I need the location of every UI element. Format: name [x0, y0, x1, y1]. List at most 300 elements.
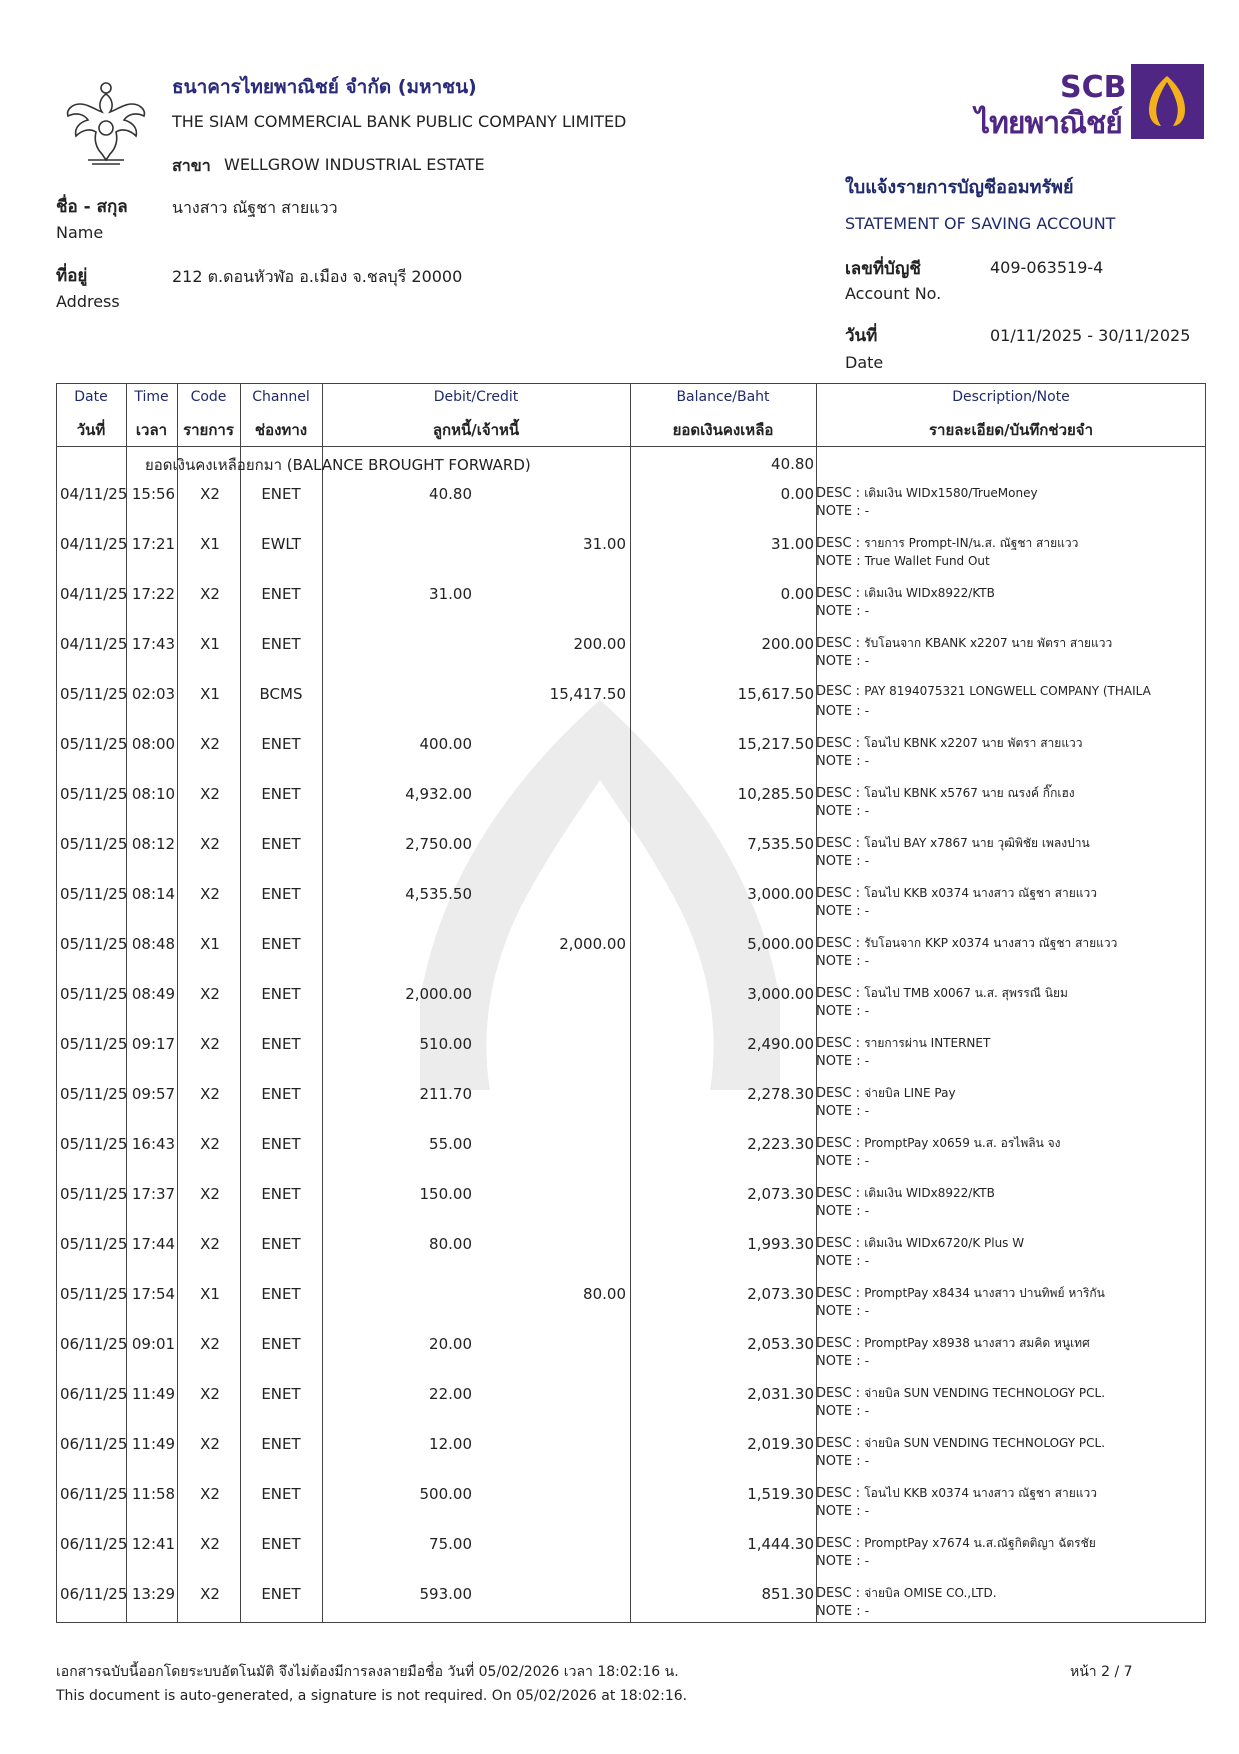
- note-text: -: [864, 804, 870, 818]
- desc-prefix: DESC :: [816, 986, 865, 1001]
- txn-time: 08:10: [131, 785, 176, 803]
- txn-time: 17:21: [131, 535, 176, 553]
- txn-balance: 2,223.30: [747, 1135, 814, 1153]
- balance-forward-label: ยอดเงินคงเหลือยกมา (BALANCE BROUGHT FORWARD): [145, 456, 531, 474]
- note-text: -: [864, 754, 870, 768]
- note-text: -: [864, 1004, 870, 1018]
- desc-prefix: DESC :: [816, 1286, 865, 1301]
- note-text: -: [864, 604, 870, 618]
- note-prefix: NOTE :: [816, 1604, 865, 1619]
- desc-text: PAY 8194075321 LONGWELL COMPANY (THAILA: [864, 684, 1151, 698]
- txn-debit: 211.70: [419, 1085, 472, 1103]
- desc-prefix: DESC :: [816, 1236, 865, 1251]
- txn-debit: 55.00: [429, 1135, 472, 1153]
- txn-balance: 1,993.30: [747, 1235, 814, 1253]
- account-label-en: Account No.: [845, 284, 942, 303]
- txn-debit: 400.00: [419, 735, 472, 753]
- txn-date: 06/11/25: [60, 1485, 128, 1503]
- txn-date: 05/11/25: [60, 985, 128, 1003]
- note-text: -: [864, 904, 870, 918]
- txn-time: 09:01: [131, 1335, 176, 1353]
- desc-prefix: DESC :: [816, 1486, 865, 1501]
- txn-channel: ENET: [261, 1435, 301, 1453]
- txn-channel: ENET: [261, 735, 301, 753]
- statement-title-th: ใบแจ้งรายการบัญชีออมทรัพย์: [845, 177, 1074, 198]
- txn-time: 17:44: [131, 1235, 176, 1253]
- txn-date: 05/11/25: [60, 1235, 128, 1253]
- txn-note: [816, 754, 1204, 769]
- txn-debit: 12.00: [429, 1435, 472, 1453]
- txn-debit: 4,932.00: [405, 785, 472, 803]
- note-prefix: NOTE :: [816, 1354, 865, 1369]
- txn-code: X2: [200, 835, 220, 853]
- txn-description: [816, 734, 1204, 753]
- desc-prefix: DESC :: [816, 786, 865, 801]
- txn-description: [816, 1034, 1204, 1053]
- txn-code: X2: [200, 1535, 220, 1553]
- desc-prefix: DESC :: [816, 1036, 865, 1051]
- desc-prefix: DESC :: [816, 486, 865, 501]
- txn-note: [816, 654, 1204, 669]
- note-prefix: NOTE :: [816, 1104, 865, 1119]
- address-label-en: Address: [56, 292, 120, 311]
- txn-balance: 15,617.50: [737, 685, 814, 703]
- txn-channel: ENET: [261, 1485, 301, 1503]
- txn-credit: 31.00: [583, 535, 626, 553]
- desc-prefix: DESC :: [816, 1336, 865, 1351]
- txn-balance: 3,000.00: [747, 885, 814, 903]
- note-text: -: [864, 504, 870, 518]
- txn-debit: 20.00: [429, 1335, 472, 1353]
- account-number: 409-063519-4: [990, 258, 1104, 277]
- note-prefix: NOTE :: [816, 1404, 865, 1419]
- txn-code: X1: [200, 935, 220, 953]
- branch-label: สาขา: [172, 156, 211, 175]
- note-prefix: NOTE :: [816, 1554, 865, 1569]
- txn-balance: 2,073.30: [747, 1285, 814, 1303]
- customer-address: 212 ต.ดอนหัวฬ่อ อ.เมือง จ.ชลบุรี 20000: [172, 267, 463, 286]
- txn-time: 16:43: [131, 1135, 176, 1153]
- desc-text: PromptPay x8434 นางสาว ปานทิพย์ หาริกัน: [864, 1286, 1105, 1300]
- txn-date: 06/11/25: [60, 1385, 128, 1403]
- txn-channel: ENET: [261, 1035, 301, 1053]
- txn-channel: ENET: [261, 785, 301, 803]
- date-label-en: Date: [845, 353, 884, 372]
- note-prefix: NOTE :: [816, 504, 865, 519]
- txn-description: [816, 1284, 1204, 1303]
- txn-note: [816, 1204, 1204, 1219]
- txn-description: [816, 534, 1204, 553]
- txn-debit: 4,535.50: [405, 885, 472, 903]
- txn-balance: 0.00: [780, 585, 814, 603]
- txn-time: 08:48: [131, 935, 176, 953]
- desc-prefix: DESC :: [816, 836, 865, 851]
- txn-balance: 200.00: [761, 635, 814, 653]
- col-code-en: Code: [190, 389, 227, 405]
- txn-date: 05/11/25: [60, 835, 128, 853]
- txn-code: X2: [200, 1085, 220, 1103]
- txn-time: 09:17: [131, 1035, 176, 1053]
- desc-prefix: DESC :: [816, 936, 865, 951]
- txn-note: [816, 804, 1204, 819]
- txn-description: [816, 1334, 1204, 1353]
- desc-prefix: DESC :: [816, 736, 865, 751]
- desc-text: เติมเงิน WIDx6720/K Plus W: [864, 1236, 1025, 1250]
- txn-balance: 2,031.30: [747, 1385, 814, 1403]
- txn-time: 11:49: [131, 1385, 176, 1403]
- txn-code: X2: [200, 1135, 220, 1153]
- txn-balance: 2,019.30: [747, 1435, 814, 1453]
- bank-name-en: THE SIAM COMMERCIAL BANK PUBLIC COMPANY LIMITED: [172, 112, 627, 131]
- txn-date: 06/11/25: [60, 1535, 128, 1553]
- txn-description: [816, 984, 1204, 1003]
- txn-code: X2: [200, 1485, 220, 1503]
- txn-balance: 2,278.30: [747, 1085, 814, 1103]
- txn-date: 06/11/25: [60, 1585, 128, 1603]
- statement-period: 01/11/2025 - 30/11/2025: [990, 326, 1191, 345]
- txn-debit: 80.00: [429, 1235, 472, 1253]
- txn-code: X2: [200, 1235, 220, 1253]
- desc-text: จ่ายบิล SUN VENDING TECHNOLOGY PCL.: [864, 1436, 1106, 1450]
- txn-date: 05/11/25: [60, 1135, 128, 1153]
- desc-text: รับโอนจาก KKP x0374 นางสาว ณัฐชา สายแวว: [864, 936, 1118, 950]
- txn-description: [816, 1234, 1204, 1253]
- txn-note: [816, 504, 1204, 519]
- col-debit-credit-th: ลูกหนี้/เจ้าหนี้: [432, 421, 520, 439]
- txn-time: 08:00: [131, 735, 176, 753]
- txn-debit: 22.00: [429, 1385, 472, 1403]
- date-label-th: วันที่: [845, 326, 878, 346]
- txn-channel: ENET: [261, 1585, 301, 1603]
- txn-balance: 2,053.30: [747, 1335, 814, 1353]
- desc-text: รายการ Prompt-IN/น.ส. ณัฐชา สายแวว: [864, 536, 1079, 550]
- note-text: -: [864, 1304, 870, 1318]
- txn-note: [816, 904, 1204, 919]
- txn-description: [816, 1484, 1204, 1503]
- note-text: -: [864, 1254, 870, 1268]
- desc-prefix: DESC :: [816, 886, 865, 901]
- logo-text-en: SCB: [1060, 70, 1127, 105]
- name-label-th: ชื่อ - สกุล: [56, 197, 128, 217]
- txn-code: X2: [200, 785, 220, 803]
- desc-prefix: DESC :: [816, 1186, 865, 1201]
- txn-balance: 1,444.30: [747, 1535, 814, 1553]
- note-prefix: NOTE :: [816, 1054, 865, 1069]
- txn-note: [816, 554, 1204, 569]
- txn-description: [816, 634, 1204, 653]
- txn-channel: BCMS: [259, 685, 303, 703]
- txn-debit: 500.00: [419, 1485, 472, 1503]
- note-text: -: [864, 1204, 870, 1218]
- txn-description: [816, 484, 1204, 503]
- txn-note: [816, 954, 1204, 969]
- desc-text: โอนไป TMB x0067 น.ส. สุพรรณี นิยม: [864, 986, 1068, 1000]
- txn-balance: 2,073.30: [747, 1185, 814, 1203]
- txn-time: 02:03: [131, 685, 176, 703]
- txn-channel: ENET: [261, 885, 301, 903]
- txn-channel: ENET: [261, 1285, 301, 1303]
- desc-text: เติมเงิน WIDx8922/KTB: [864, 586, 995, 600]
- txn-debit: 593.00: [419, 1585, 472, 1603]
- note-prefix: NOTE :: [816, 754, 865, 769]
- desc-text: เติมเงิน WIDx1580/TrueMoney: [864, 486, 1038, 500]
- col-time-th: เวลา: [135, 421, 168, 439]
- col-debit-credit-en: Debit/Credit: [433, 389, 519, 405]
- account-label-th: เลขที่บัญชี: [845, 259, 921, 279]
- txn-date: 06/11/25: [60, 1435, 128, 1453]
- txn-description: [816, 834, 1204, 853]
- txn-code: X1: [200, 635, 220, 653]
- txn-balance: 7,535.50: [747, 835, 814, 853]
- txn-date: 04/11/25: [60, 585, 128, 603]
- txn-balance: 31.00: [771, 535, 814, 553]
- col-balance-en: Balance/Baht: [676, 389, 770, 405]
- txn-balance: 3,000.00: [747, 985, 814, 1003]
- txn-channel: ENET: [261, 1535, 301, 1553]
- txn-date: 06/11/25: [60, 1335, 128, 1353]
- desc-prefix: DESC :: [816, 536, 865, 551]
- txn-description: [816, 1184, 1204, 1203]
- desc-prefix: DESC :: [816, 1086, 865, 1101]
- col-code-th: รายการ: [183, 421, 234, 439]
- txn-date: 05/11/25: [60, 885, 128, 903]
- txn-description: [816, 684, 1204, 699]
- txn-note: [816, 1154, 1204, 1169]
- txn-debit: 31.00: [429, 585, 472, 603]
- note-text: True Wallet Fund Out: [864, 554, 990, 568]
- desc-text: โอนไป KKB x0374 นางสาว ณัฐชา สายแวว: [864, 1486, 1097, 1500]
- footer-note-en: This document is auto-generated, a signature is not required. On 05/02/2026 at 18:02:16.: [56, 1688, 688, 1704]
- col-date-en: Date: [74, 389, 108, 405]
- desc-text: จ่ายบิล OMISE CO.,LTD.: [864, 1586, 997, 1600]
- txn-code: X2: [200, 1035, 220, 1053]
- txn-time: 17:37: [131, 1185, 176, 1203]
- bank-name-th: ธนาคารไทยพาณิชย์ จำกัด (มหาชน): [172, 76, 477, 98]
- txn-time: 11:49: [131, 1435, 176, 1453]
- txn-date: 05/11/25: [60, 935, 128, 953]
- desc-text: โอนไป KBNK x5767 นาย ณรงค์ กิ๊กเฮง: [864, 786, 1075, 800]
- desc-text: จ่ายบิล LINE Pay: [864, 1086, 956, 1100]
- col-channel-en: Channel: [252, 389, 310, 405]
- page-number: หน้า 2 / 7: [1070, 1664, 1133, 1680]
- txn-note: [816, 854, 1204, 869]
- txn-debit: 2,000.00: [405, 985, 472, 1003]
- note-prefix: NOTE :: [816, 1004, 865, 1019]
- balance-forward-value: 40.80: [771, 455, 814, 473]
- txn-note: [816, 1604, 1204, 1619]
- txn-note: [816, 704, 1204, 719]
- txn-date: 04/11/25: [60, 485, 128, 503]
- txn-date: 05/11/25: [60, 1185, 128, 1203]
- txn-date: 04/11/25: [60, 535, 128, 553]
- txn-date: 05/11/25: [60, 685, 128, 703]
- note-text: -: [864, 704, 870, 718]
- txn-balance: 10,285.50: [737, 785, 814, 803]
- customer-name: นางสาว ณัฐชา สายแวว: [172, 198, 338, 217]
- txn-code: X2: [200, 1585, 220, 1603]
- note-prefix: NOTE :: [816, 1254, 865, 1269]
- desc-prefix: DESC :: [816, 636, 865, 651]
- desc-text: PromptPay x7674 น.ส.ณัฐกิตติญา ฉัตรชัย: [864, 1536, 1096, 1550]
- note-text: -: [864, 1054, 870, 1068]
- txn-credit: 200.00: [573, 635, 626, 653]
- txn-channel: ENET: [261, 485, 301, 503]
- txn-time: 12:41: [131, 1535, 176, 1553]
- txn-debit: 510.00: [419, 1035, 472, 1053]
- txn-note: [816, 1254, 1204, 1269]
- txn-description: [816, 884, 1204, 903]
- txn-code: X1: [200, 685, 220, 703]
- desc-text: รับโอนจาก KBANK x2207 นาย พัตรา สายแวว: [864, 636, 1113, 650]
- txn-credit: 80.00: [583, 1285, 626, 1303]
- txn-channel: EWLT: [261, 535, 301, 553]
- txn-credit: 15,417.50: [549, 685, 626, 703]
- desc-prefix: DESC :: [816, 1436, 865, 1451]
- note-prefix: NOTE :: [816, 704, 865, 719]
- note-text: -: [864, 1554, 870, 1568]
- txn-note: [816, 1354, 1204, 1369]
- txn-note: [816, 1304, 1204, 1319]
- note-prefix: NOTE :: [816, 804, 865, 819]
- desc-prefix: DESC :: [816, 1386, 865, 1401]
- note-prefix: NOTE :: [816, 854, 865, 869]
- txn-time: 09:57: [131, 1085, 176, 1103]
- note-prefix: NOTE :: [816, 554, 865, 569]
- note-text: -: [864, 954, 870, 968]
- txn-note: [816, 1504, 1204, 1519]
- txn-channel: ENET: [261, 1385, 301, 1403]
- txn-date: 05/11/25: [60, 1085, 128, 1103]
- txn-note: [816, 1004, 1204, 1019]
- txn-code: X2: [200, 1335, 220, 1353]
- txn-code: X2: [200, 985, 220, 1003]
- desc-text: จ่ายบิล SUN VENDING TECHNOLOGY PCL.: [864, 1386, 1106, 1400]
- txn-code: X2: [200, 1435, 220, 1453]
- note-prefix: NOTE :: [816, 1454, 865, 1469]
- desc-text: เติมเงิน WIDx8922/KTB: [864, 1186, 995, 1200]
- txn-channel: ENET: [261, 1335, 301, 1353]
- txn-code: X2: [200, 1385, 220, 1403]
- desc-prefix: DESC :: [816, 684, 865, 699]
- txn-note: [816, 1054, 1204, 1069]
- desc-text: PromptPay x8938 นางสาว สมคิด หนูเทศ: [864, 1336, 1090, 1350]
- desc-text: PromptPay x0659 น.ส. อรไพลิน จง: [864, 1136, 1061, 1150]
- txn-debit: 150.00: [419, 1185, 472, 1203]
- txn-note: [816, 1454, 1204, 1469]
- txn-time: 15:56: [131, 485, 176, 503]
- note-prefix: NOTE :: [816, 904, 865, 919]
- note-prefix: NOTE :: [816, 1504, 865, 1519]
- col-balance-th: ยอดเงินคงเหลือ: [672, 421, 774, 439]
- logo-text-th: ไทยพาณิชย์: [975, 106, 1122, 141]
- txn-channel: ENET: [261, 1235, 301, 1253]
- txn-code: X2: [200, 1185, 220, 1203]
- txn-debit: 75.00: [429, 1535, 472, 1553]
- txn-date: 05/11/25: [60, 785, 128, 803]
- txn-channel: ENET: [261, 1135, 301, 1153]
- txn-time: 08:14: [131, 885, 176, 903]
- txn-code: X2: [200, 485, 220, 503]
- txn-code: X1: [200, 535, 220, 553]
- txn-description: [816, 1084, 1204, 1103]
- txn-note: [816, 1554, 1204, 1569]
- note-prefix: NOTE :: [816, 1204, 865, 1219]
- txn-description: [816, 1434, 1204, 1453]
- note-prefix: NOTE :: [816, 604, 865, 619]
- txn-balance: 851.30: [761, 1585, 814, 1603]
- txn-channel: ENET: [261, 935, 301, 953]
- txn-balance: 5,000.00: [747, 935, 814, 953]
- txn-time: 13:29: [131, 1585, 176, 1603]
- txn-date: 05/11/25: [60, 735, 128, 753]
- txn-time: 17:43: [131, 635, 176, 653]
- txn-description: [816, 934, 1204, 953]
- txn-channel: ENET: [261, 585, 301, 603]
- txn-code: X2: [200, 885, 220, 903]
- branch-value: WELLGROW INDUSTRIAL ESTATE: [224, 155, 485, 174]
- col-channel-th: ช่องทาง: [254, 421, 308, 439]
- txn-date: 04/11/25: [60, 635, 128, 653]
- txn-code: X2: [200, 585, 220, 603]
- txn-balance: 2,490.00: [747, 1035, 814, 1053]
- desc-prefix: DESC :: [816, 586, 865, 601]
- txn-code: X2: [200, 735, 220, 753]
- desc-prefix: DESC :: [816, 1136, 865, 1151]
- note-prefix: NOTE :: [816, 1304, 865, 1319]
- txn-credit: 2,000.00: [559, 935, 626, 953]
- txn-debit: 40.80: [429, 485, 472, 503]
- txn-date: 05/11/25: [60, 1035, 128, 1053]
- col-desc-en: Description/Note: [952, 389, 1070, 405]
- txn-note: [816, 604, 1204, 619]
- txn-description: [816, 1384, 1204, 1403]
- desc-prefix: DESC :: [816, 1586, 865, 1601]
- note-prefix: NOTE :: [816, 1154, 865, 1169]
- note-text: -: [864, 854, 870, 868]
- name-label-en: Name: [56, 223, 104, 242]
- txn-channel: ENET: [261, 1185, 301, 1203]
- desc-text: โอนไป BAY x7867 นาย วุฒิพิชัย เพลงปาน: [864, 836, 1090, 850]
- txn-note: [816, 1404, 1204, 1419]
- note-text: -: [864, 1404, 870, 1418]
- note-prefix: NOTE :: [816, 954, 865, 969]
- desc-text: โอนไป KBNK x2207 นาย พัตรา สายแวว: [864, 736, 1083, 750]
- desc-prefix: DESC :: [816, 1536, 865, 1551]
- txn-channel: ENET: [261, 985, 301, 1003]
- note-prefix: NOTE :: [816, 654, 865, 669]
- note-text: -: [864, 1154, 870, 1168]
- txn-description: [816, 784, 1204, 803]
- txn-description: [816, 1134, 1204, 1153]
- txn-time: 11:58: [131, 1485, 176, 1503]
- txn-balance: 15,217.50: [737, 735, 814, 753]
- desc-text: โอนไป KKB x0374 นางสาว ณัฐชา สายแวว: [864, 886, 1097, 900]
- note-text: -: [864, 1354, 870, 1368]
- desc-text: รายการผ่าน INTERNET: [864, 1036, 991, 1050]
- txn-channel: ENET: [261, 1085, 301, 1103]
- txn-description: [816, 1534, 1204, 1553]
- txn-debit: 2,750.00: [405, 835, 472, 853]
- note-text: -: [864, 1104, 870, 1118]
- footer-note-th: เอกสารฉบับนี้ออกโดยระบบอัตโนมัติ จึงไม่ต้องมีการลงลายมือชื่อ วันที่ 05/02/2026 เวลา 18:02:16 น.: [56, 1664, 679, 1680]
- note-text: -: [864, 654, 870, 668]
- txn-channel: ENET: [261, 835, 301, 853]
- txn-channel: ENET: [261, 635, 301, 653]
- txn-note: [816, 1104, 1204, 1119]
- txn-description: [816, 1584, 1204, 1603]
- txn-date: 05/11/25: [60, 1285, 128, 1303]
- address-label-th: ที่อยู่: [56, 266, 88, 286]
